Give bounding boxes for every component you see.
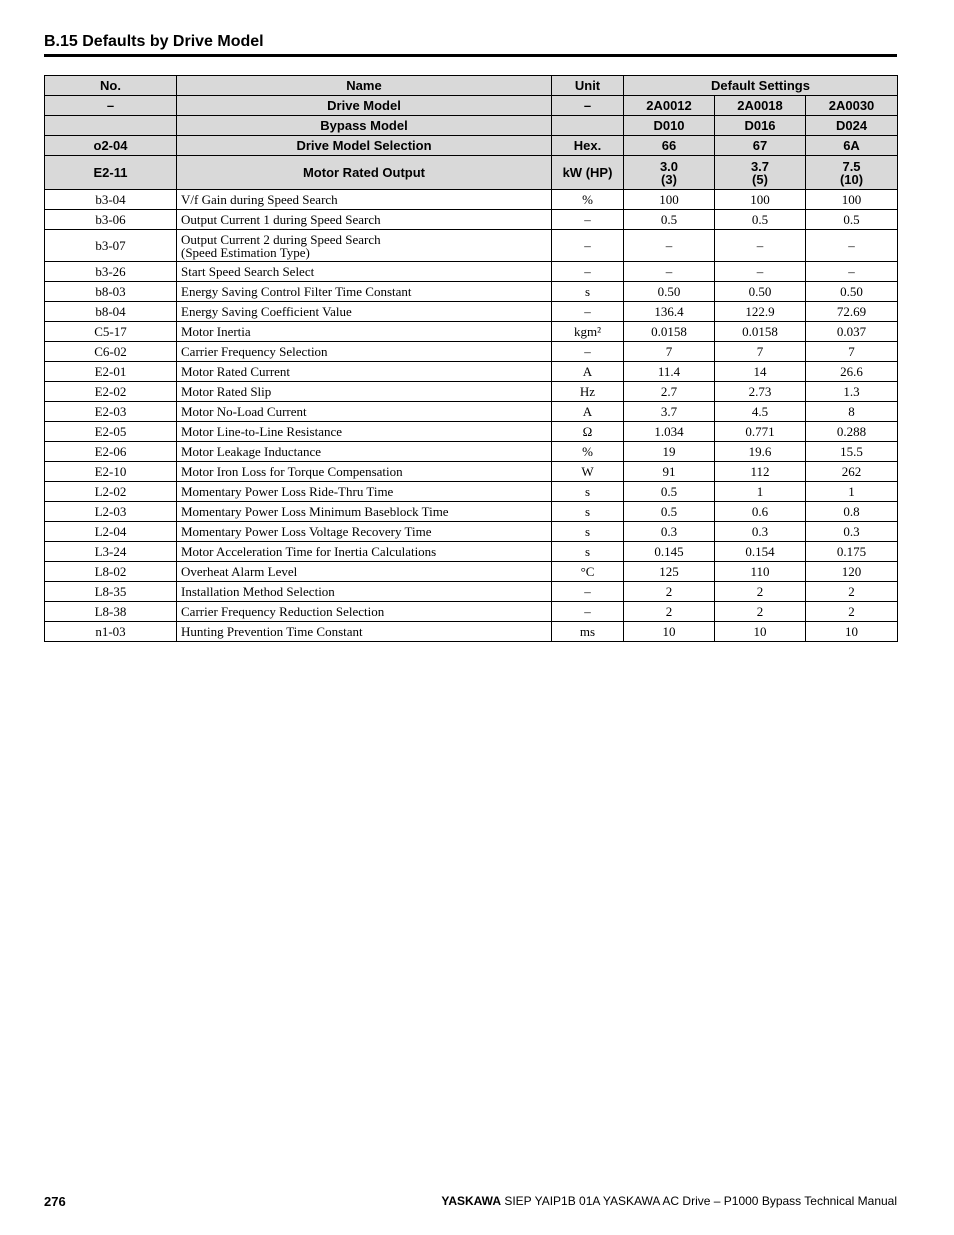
- param-unit-cell: W: [552, 462, 624, 482]
- param-unit-cell: s: [552, 482, 624, 502]
- param-name-line: Energy Saving Coefficient Value: [181, 304, 352, 319]
- param-unit-cell: s: [552, 502, 624, 522]
- param-value-cell: 91: [624, 462, 715, 482]
- table-header-row: [45, 136, 898, 156]
- param-value-cell: 0.5: [624, 210, 715, 230]
- header-default-settings-cell: Default Settings: [624, 76, 898, 96]
- param-value-cell: 7: [715, 342, 806, 362]
- table-row: [45, 262, 898, 282]
- param-no-cell: E2-10: [45, 462, 177, 482]
- param-value-cell: –: [806, 230, 898, 262]
- param-name-line: Start Speed Search Select: [181, 264, 315, 279]
- param-name-line: Output Current 2 during Speed Search: [181, 231, 381, 247]
- table-row: [45, 322, 898, 342]
- param-unit-cell: Hz: [552, 382, 624, 402]
- param-name-cell: [177, 482, 552, 502]
- header-unit-cell: –: [552, 96, 624, 116]
- param-value-cell: 262: [806, 462, 898, 482]
- param-unit-cell: –: [552, 602, 624, 622]
- param-value-cell: 10: [715, 622, 806, 642]
- param-value-cell: 0.771: [715, 422, 806, 442]
- param-value-cell: 0.154: [715, 542, 806, 562]
- param-value-cell: 14: [715, 362, 806, 382]
- header-name-cell: Drive Model: [177, 96, 552, 116]
- param-unit-cell: A: [552, 402, 624, 422]
- header-name-cell: Bypass Model: [177, 116, 552, 136]
- header-no-cell: –: [45, 96, 177, 116]
- param-value-cell: 2: [624, 582, 715, 602]
- header-name-cell: Motor Rated Output: [177, 156, 552, 190]
- table-row: [45, 302, 898, 322]
- param-value-cell: 72.69: [806, 302, 898, 322]
- param-value-cell: 110: [715, 562, 806, 582]
- param-value-cell: 122.9: [715, 302, 806, 322]
- param-value-cell: 8: [806, 402, 898, 422]
- table-header-row: [45, 76, 898, 96]
- header-unit-cell: Hex.: [552, 136, 624, 156]
- param-no-cell: L2-02: [45, 482, 177, 502]
- param-value-cell: 1: [806, 482, 898, 502]
- param-value-cell: 0.3: [624, 522, 715, 542]
- param-name-cell: [177, 210, 552, 230]
- param-name-line: Momentary Power Loss Minimum Baseblock Time: [181, 504, 449, 519]
- param-no-cell: E2-01: [45, 362, 177, 382]
- table-row: [45, 342, 898, 362]
- param-value-cell: 0.145: [624, 542, 715, 562]
- param-value-cell: 1.3: [806, 382, 898, 402]
- param-no-cell: b8-04: [45, 302, 177, 322]
- param-name-cell: [177, 190, 552, 210]
- param-name-cell: [177, 542, 552, 562]
- header-name-cell: Drive Model Selection: [177, 136, 552, 156]
- param-name-cell: [177, 382, 552, 402]
- footer-brand: YASKAWA: [441, 1194, 501, 1208]
- param-name-cell: [177, 362, 552, 382]
- header-value-line: (5): [752, 171, 768, 187]
- param-no-cell: C6-02: [45, 342, 177, 362]
- param-no-cell: E2-05: [45, 422, 177, 442]
- param-value-cell: 19.6: [715, 442, 806, 462]
- param-unit-cell: s: [552, 542, 624, 562]
- header-value-cell: [806, 156, 898, 190]
- param-value-cell: 0.5: [624, 482, 715, 502]
- table-row: [45, 542, 898, 562]
- header-no-cell: o2-04: [45, 136, 177, 156]
- param-value-cell: 2: [715, 582, 806, 602]
- param-no-cell: b3-26: [45, 262, 177, 282]
- header-name-cell: Name: [177, 76, 552, 96]
- param-value-cell: –: [715, 262, 806, 282]
- param-unit-cell: –: [552, 262, 624, 282]
- table-row: [45, 462, 898, 482]
- param-no-cell: L3-24: [45, 542, 177, 562]
- param-unit-cell: s: [552, 522, 624, 542]
- param-no-cell: E2-02: [45, 382, 177, 402]
- param-name-line: Motor No-Load Current: [181, 404, 307, 419]
- param-value-cell: 100: [624, 190, 715, 210]
- param-value-cell: 3.7: [624, 402, 715, 422]
- param-unit-cell: –: [552, 230, 624, 262]
- header-value-cell: 67: [715, 136, 806, 156]
- table-row: [45, 502, 898, 522]
- param-no-cell: C5-17: [45, 322, 177, 342]
- param-no-cell: b3-04: [45, 190, 177, 210]
- table-row: [45, 402, 898, 422]
- param-unit-cell: °C: [552, 562, 624, 582]
- header-unit-cell: kW (HP): [552, 156, 624, 190]
- param-value-cell: 19: [624, 442, 715, 462]
- param-value-cell: 0.6: [715, 502, 806, 522]
- param-name-line: Installation Method Selection: [181, 584, 335, 599]
- param-name-line: Motor Acceleration Time for Inertia Calculations: [181, 544, 437, 559]
- param-no-cell: n1-03: [45, 622, 177, 642]
- param-value-cell: 0.5: [806, 210, 898, 230]
- header-value-cell: 2A0030: [806, 96, 898, 116]
- param-value-cell: 0.5: [715, 210, 806, 230]
- header-value-line: (3): [661, 171, 677, 187]
- header-no-cell: No.: [45, 76, 177, 96]
- table-row: [45, 602, 898, 622]
- param-unit-cell: kgm²: [552, 322, 624, 342]
- param-name-line: Carrier Frequency Reduction Selection: [181, 604, 385, 619]
- param-value-cell: 1: [715, 482, 806, 502]
- param-no-cell: L8-35: [45, 582, 177, 602]
- header-value-line: 7.5: [842, 158, 861, 174]
- table-row: [45, 362, 898, 382]
- footer-manual-title: [441, 1194, 897, 1208]
- param-value-cell: 0.8: [806, 502, 898, 522]
- param-unit-cell: A: [552, 362, 624, 382]
- param-value-cell: 4.5: [715, 402, 806, 422]
- param-unit-cell: %: [552, 190, 624, 210]
- header-value-cell: [624, 156, 715, 190]
- param-value-cell: 2: [624, 602, 715, 622]
- table-row: [45, 622, 898, 642]
- param-value-cell: 0.288: [806, 422, 898, 442]
- table-row: [45, 422, 898, 442]
- header-value-cell: [715, 156, 806, 190]
- param-name-cell: [177, 302, 552, 322]
- param-name-cell: [177, 502, 552, 522]
- header-value-line: (10): [839, 171, 864, 187]
- param-name-cell: [177, 582, 552, 602]
- table-header-row: [45, 116, 898, 136]
- param-value-cell: 0.037: [806, 322, 898, 342]
- param-name-line: Motor Leakage Inductance: [181, 444, 322, 459]
- param-value-cell: 7: [624, 342, 715, 362]
- param-no-cell: L8-02: [45, 562, 177, 582]
- header-unit-cell: [552, 116, 624, 136]
- table-row: [45, 582, 898, 602]
- param-value-cell: 0.3: [806, 522, 898, 542]
- param-value-cell: 120: [806, 562, 898, 582]
- header-value-line: 3.7: [750, 158, 770, 174]
- param-value-cell: 2.73: [715, 382, 806, 402]
- param-name-line: Output Current 1 during Speed Search: [181, 212, 381, 227]
- param-name-line: Motor Inertia: [181, 324, 251, 339]
- param-name-cell: [177, 402, 552, 422]
- param-name-cell: [177, 282, 552, 302]
- param-value-cell: 112: [715, 462, 806, 482]
- param-name-cell: [177, 322, 552, 342]
- param-value-cell: –: [715, 230, 806, 262]
- param-value-cell: 2.7: [624, 382, 715, 402]
- param-name-cell: [177, 622, 552, 642]
- table-row: [45, 522, 898, 542]
- param-name-cell: [177, 230, 552, 262]
- header-value-line: 3.0: [659, 158, 679, 174]
- table-row: [45, 230, 898, 262]
- param-value-cell: 10: [806, 622, 898, 642]
- param-unit-cell: –: [552, 582, 624, 602]
- table-header-row: [45, 96, 898, 116]
- table-row: [45, 210, 898, 230]
- param-no-cell: b3-06: [45, 210, 177, 230]
- param-name-cell: [177, 262, 552, 282]
- param-value-cell: 0.50: [715, 282, 806, 302]
- param-no-cell: E2-03: [45, 402, 177, 422]
- param-value-cell: –: [624, 230, 715, 262]
- param-unit-cell: ms: [552, 622, 624, 642]
- param-name-line: Motor Rated Current: [181, 364, 291, 379]
- table-row: [45, 562, 898, 582]
- footer-manual: SIEP YAIP1B 01A YASKAWA AC Drive – P1000 Bypass Technical Manual: [501, 1194, 897, 1208]
- param-name-line: Hunting Prevention Time Constant: [181, 624, 363, 639]
- param-value-cell: 0.0158: [715, 322, 806, 342]
- param-no-cell: L2-03: [45, 502, 177, 522]
- table-row: [45, 382, 898, 402]
- param-name-line: Motor Line-to-Line Resistance: [181, 424, 343, 439]
- param-unit-cell: s: [552, 282, 624, 302]
- param-name-cell: [177, 562, 552, 582]
- table-row: [45, 282, 898, 302]
- param-no-cell: L2-04: [45, 522, 177, 542]
- param-name-line: V/f Gain during Speed Search: [181, 192, 338, 207]
- header-value-cell: 66: [624, 136, 715, 156]
- param-unit-cell: –: [552, 302, 624, 322]
- param-value-cell: 2: [806, 602, 898, 622]
- param-value-cell: 0.50: [624, 282, 715, 302]
- table-row: [45, 190, 898, 210]
- param-value-cell: 2: [715, 602, 806, 622]
- param-value-cell: 0.0158: [624, 322, 715, 342]
- param-name-cell: [177, 442, 552, 462]
- param-value-cell: 15.5: [806, 442, 898, 462]
- header-unit-cell: Unit: [552, 76, 624, 96]
- param-name-cell: [177, 422, 552, 442]
- param-no-cell: b3-07: [45, 230, 177, 262]
- param-value-cell: 7: [806, 342, 898, 362]
- param-name-cell: [177, 462, 552, 482]
- param-name-line: Momentary Power Loss Voltage Recovery Time: [181, 524, 432, 539]
- param-unit-cell: –: [552, 210, 624, 230]
- param-unit-cell: Ω: [552, 422, 624, 442]
- header-no-cell: E2-11: [45, 156, 177, 190]
- param-name-line: Carrier Frequency Selection: [181, 344, 328, 359]
- param-value-cell: 0.50: [806, 282, 898, 302]
- header-no-cell: [45, 116, 177, 136]
- param-unit-cell: %: [552, 442, 624, 462]
- header-value-cell: 2A0012: [624, 96, 715, 116]
- param-name-line: Motor Iron Loss for Torque Compensation: [181, 464, 403, 479]
- param-name-line: (Speed Estimation Type): [181, 244, 310, 260]
- header-value-cell: 6A: [806, 136, 898, 156]
- param-value-cell: –: [806, 262, 898, 282]
- page-number: 276: [44, 1194, 66, 1209]
- param-value-cell: 1.034: [624, 422, 715, 442]
- param-value-cell: 11.4: [624, 362, 715, 382]
- defaults-table: [44, 75, 898, 642]
- header-value-cell: D010: [624, 116, 715, 136]
- param-value-cell: 136.4: [624, 302, 715, 322]
- header-value-cell: D016: [715, 116, 806, 136]
- table-row: [45, 442, 898, 462]
- param-value-cell: 100: [715, 190, 806, 210]
- table-header-row: [45, 156, 898, 190]
- param-name-line: Overheat Alarm Level: [181, 564, 298, 579]
- param-no-cell: L8-38: [45, 602, 177, 622]
- param-value-cell: 0.5: [624, 502, 715, 522]
- param-value-cell: 0.3: [715, 522, 806, 542]
- param-value-cell: 125: [624, 562, 715, 582]
- param-value-cell: 2: [806, 582, 898, 602]
- param-value-cell: –: [624, 262, 715, 282]
- header-value-cell: 2A0018: [715, 96, 806, 116]
- param-value-cell: 0.175: [806, 542, 898, 562]
- param-unit-cell: –: [552, 342, 624, 362]
- param-name-cell: [177, 522, 552, 542]
- title-rule: [44, 54, 897, 57]
- section-title: B.15 Defaults by Drive Model: [44, 33, 264, 50]
- param-value-cell: 100: [806, 190, 898, 210]
- param-no-cell: E2-06: [45, 442, 177, 462]
- param-name-cell: [177, 602, 552, 622]
- param-name-line: Momentary Power Loss Ride-Thru Time: [181, 484, 394, 499]
- table-row: [45, 482, 898, 502]
- header-value-cell: D024: [806, 116, 898, 136]
- param-name-line: Motor Rated Slip: [181, 384, 272, 399]
- param-value-cell: 10: [624, 622, 715, 642]
- param-no-cell: b8-03: [45, 282, 177, 302]
- param-name-line: Energy Saving Control Filter Time Constant: [181, 284, 412, 299]
- param-value-cell: 26.6: [806, 362, 898, 382]
- param-name-cell: [177, 342, 552, 362]
